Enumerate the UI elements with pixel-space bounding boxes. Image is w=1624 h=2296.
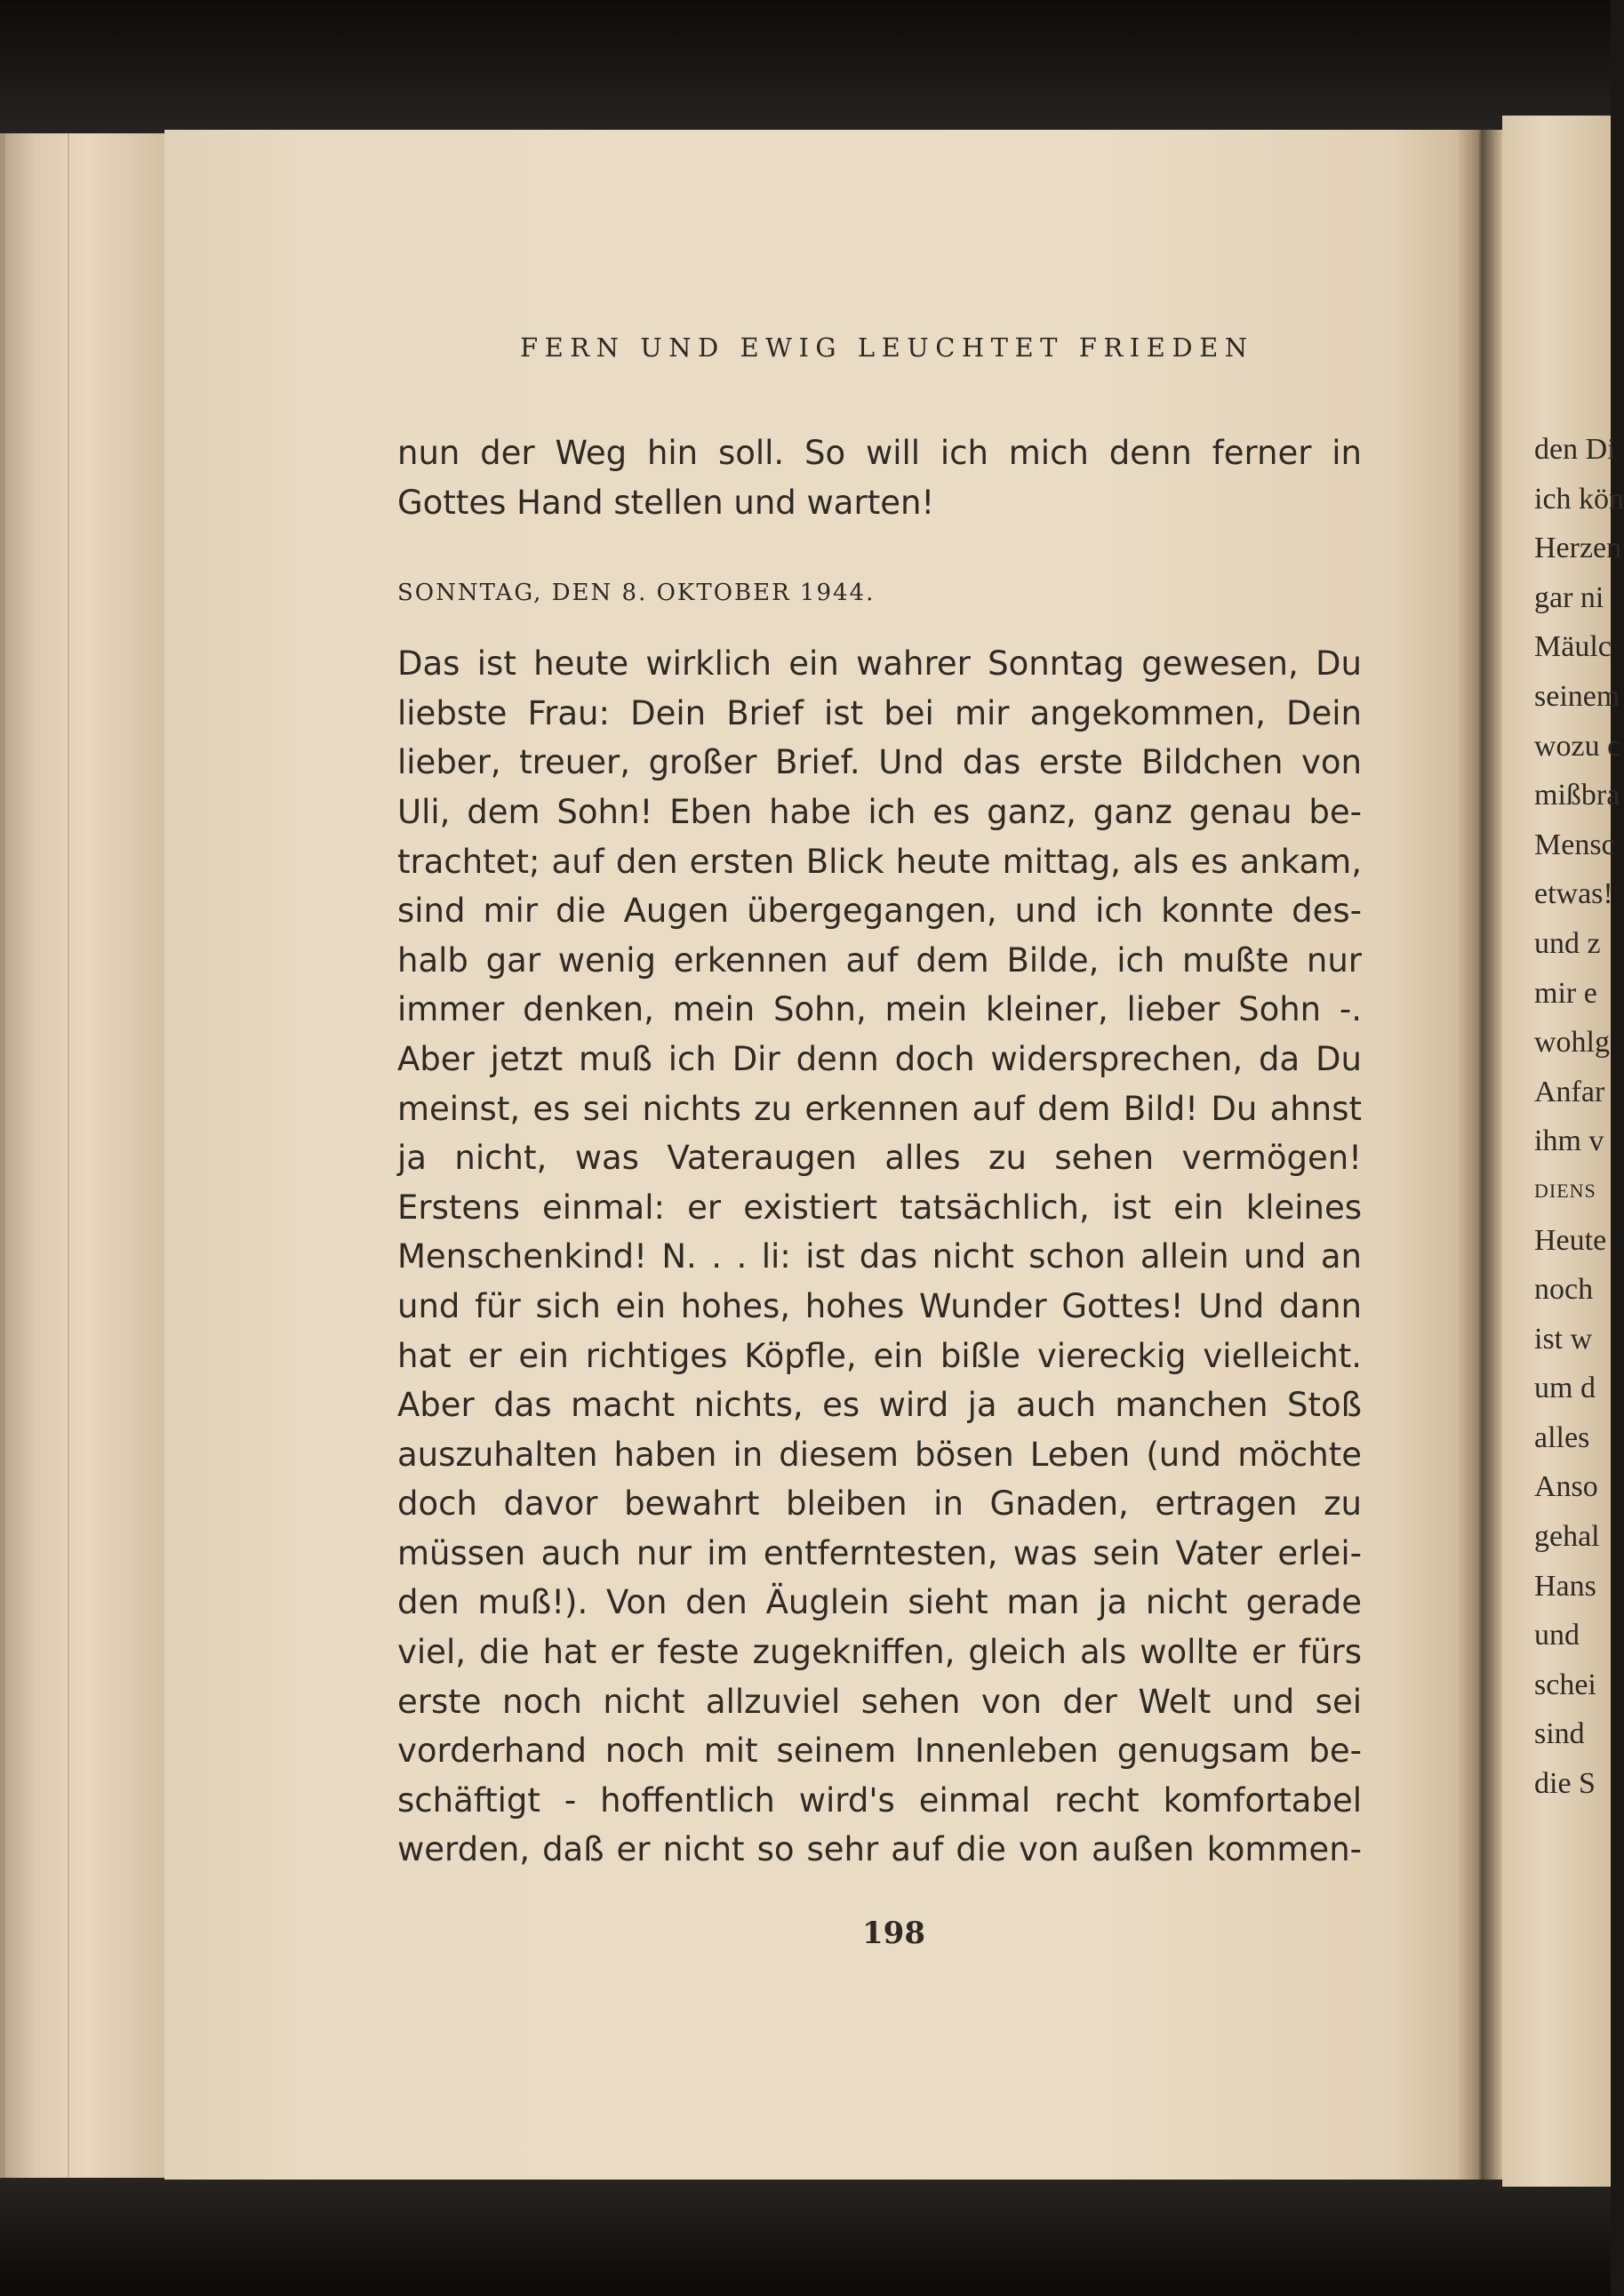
text-line: Aber jetzt muß ich Dir denn doch widersprechen, da Du <box>397 1039 1362 1078</box>
fragment-line: mißbra <box>1534 779 1620 812</box>
text-line: Aber das macht nichts, es wird ja auch manchen Stoß <box>397 1386 1362 1425</box>
text-line: müssen auch nur im entferntesten, was sein Vater erlei- <box>397 1533 1362 1572</box>
page-number: 198 <box>862 1916 925 1951</box>
date-heading: SONNTAG, DEN 8. OKTOBER 1944. <box>397 580 876 607</box>
text-line: und für sich ein hohes, hohes Wunder Gottes! Und dann <box>397 1286 1362 1325</box>
text-line: erste noch nicht allzuviel sehen von der Welt und sei <box>397 1682 1362 1721</box>
dark-background-bottom <box>0 2169 1611 2296</box>
fragment-line: Mensc <box>1534 828 1615 861</box>
text-line: Menschenkind! N. . . li: ist das nicht schon allein und an <box>397 1237 1362 1276</box>
text-line: viel, die hat er feste zugekniffen, gleich als wollte er fürs <box>397 1633 1362 1672</box>
text-line: schäftigt - hoffentlich wird's einmal recht komfortabel <box>397 1780 1362 1820</box>
text-line: vorderhand noch mit seinem Innenleben genugsam be- <box>397 1732 1362 1771</box>
text-line: lieber, treuer, großer Brief. Und das erste Bildchen von <box>397 743 1362 782</box>
text-line: nun der Weg hin soll. So will ich mich denn ferner in <box>397 434 1362 472</box>
fragment-line: alles <box>1534 1420 1590 1454</box>
text-line: halb gar wenig erkennen auf dem Bilde, ich mußte nur <box>397 940 1362 980</box>
fragment-line: den Di <box>1534 433 1616 466</box>
fragment-line: Mäulc <box>1534 630 1612 664</box>
fragment-line: wozu c <box>1534 729 1621 763</box>
fragment-line: um d <box>1534 1372 1596 1405</box>
fragment-line: noch <box>1534 1273 1594 1307</box>
text-line: liebste Frau: Dein Brief ist bei mir angekommen, Dein <box>397 693 1362 732</box>
fragment-line: mir e <box>1534 976 1597 1010</box>
dark-background-top <box>0 0 1611 133</box>
fragment-line: gehal <box>1534 1520 1600 1554</box>
fragment-line: die S <box>1534 1767 1596 1801</box>
text-line: meinst, es sei nichts zu erkennen auf dem Bild! Du ahnst <box>397 1089 1362 1128</box>
text-line: Gottes Hand stellen und warten! <box>397 483 935 522</box>
text-line: Das ist heute wirklich ein wahrer Sonntag gewesen, Du <box>397 644 1362 684</box>
fragment-line: sind <box>1534 1717 1585 1751</box>
text-line: Erstens einmal: er existiert tatsächlich, ist ein kleines <box>397 1188 1362 1227</box>
text-line: Uli, dem Sohn! Eben habe ich es ganz, ganz genau be- <box>397 792 1362 831</box>
fragment-line: und z <box>1534 926 1601 960</box>
text-line: werden, daß er nicht so sehr auf die von außen kommen- <box>397 1830 1362 1869</box>
fragment-line: wohlg <box>1534 1026 1610 1060</box>
next-page-text-fragments <box>1534 425 1624 1809</box>
fragment-line: seinem <box>1534 679 1620 713</box>
fragment-line: Hans <box>1534 1569 1596 1603</box>
text-line: doch davor bewahrt bleiben in Gnaden, ertragen zu <box>397 1484 1362 1524</box>
text-line: auszuhalten haben in diesem bösen Leben (und möchte <box>397 1435 1362 1474</box>
fragment-line: schei <box>1534 1668 1596 1701</box>
fragment-line: ist w <box>1534 1322 1593 1356</box>
fragment-line: Anfar <box>1534 1075 1605 1108</box>
fragment-line: ich kön <box>1534 482 1624 516</box>
fragment-heading: DIENS <box>1534 1179 1596 1202</box>
fragment-line: ihm v <box>1534 1124 1604 1158</box>
text-line: ja nicht, was Vateraugen alles zu sehen vermögen! <box>397 1139 1362 1178</box>
text-line: den muß!). Von den Äuglein sieht man ja nicht gerade <box>397 1583 1362 1622</box>
page-stack-edge <box>0 133 170 2178</box>
running-head: FERN UND EWIG LEUCHTET FRIEDEN <box>520 332 1254 363</box>
fragment-line: etwas! <box>1534 877 1613 911</box>
fragment-line: Heute <box>1534 1223 1607 1257</box>
page-body-text <box>397 428 1362 1875</box>
text-line: trachtet; auf den ersten Blick heute mittag, als es ankam, <box>397 842 1362 881</box>
fragment-line: Anso <box>1534 1470 1598 1504</box>
fragment-line: gar ni <box>1534 580 1604 614</box>
book-gutter <box>1458 130 1502 2180</box>
text-line: sind mir die Augen übergegangen, und ich konnte des- <box>397 892 1362 931</box>
fragment-line: Herzen <box>1534 532 1622 565</box>
fragment-line: und <box>1534 1619 1580 1652</box>
text-line: immer denken, mein Sohn, mein kleiner, lieber Sohn -. <box>397 990 1362 1029</box>
text-line: hat er ein richtiges Köpfle, ein bißle viereckig vielleicht. <box>397 1336 1362 1375</box>
